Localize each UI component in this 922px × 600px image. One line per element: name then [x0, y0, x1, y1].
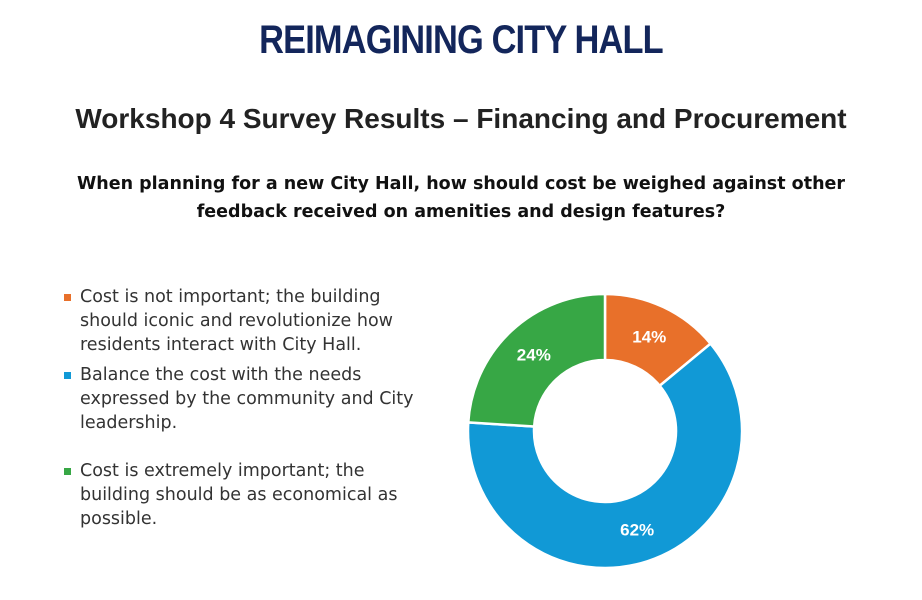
- legend-item-cost-extremely-important: [64, 459, 424, 531]
- legend-label: Cost is not important; the building should iconic and revolutionize how residents interact with City Hall.: [80, 287, 393, 355]
- donut-data-label: 24%: [516, 345, 551, 365]
- donut-data-label: 14%: [632, 327, 667, 347]
- donut-chart: [460, 286, 750, 576]
- survey-question-line-1: When planning for a new City Hall, how should cost be weighed against other: [76, 174, 846, 194]
- chart-legend: [64, 285, 424, 531]
- survey-question: [40, 170, 882, 226]
- legend-marker-orange: [64, 294, 71, 301]
- legend-label: Cost is extremely important; the building should be as economical as possible.: [80, 461, 398, 529]
- survey-question-line-2: feedback received on amenities and design features?: [196, 202, 726, 222]
- donut-data-label: 62%: [620, 520, 655, 540]
- legend-item-cost-not-important: [64, 285, 424, 357]
- legend-marker-blue: [64, 372, 71, 379]
- banner-title: REIMAGINING CITY HALL: [259, 18, 663, 62]
- legend-marker-green: [64, 468, 71, 475]
- legend-item-balance-cost: [64, 363, 424, 435]
- page-subtitle: Workshop 4 Survey Results – Financing and Procurement: [75, 103, 847, 134]
- legend-label: Balance the cost with the needs expressed by the community and City leadership.: [80, 365, 414, 433]
